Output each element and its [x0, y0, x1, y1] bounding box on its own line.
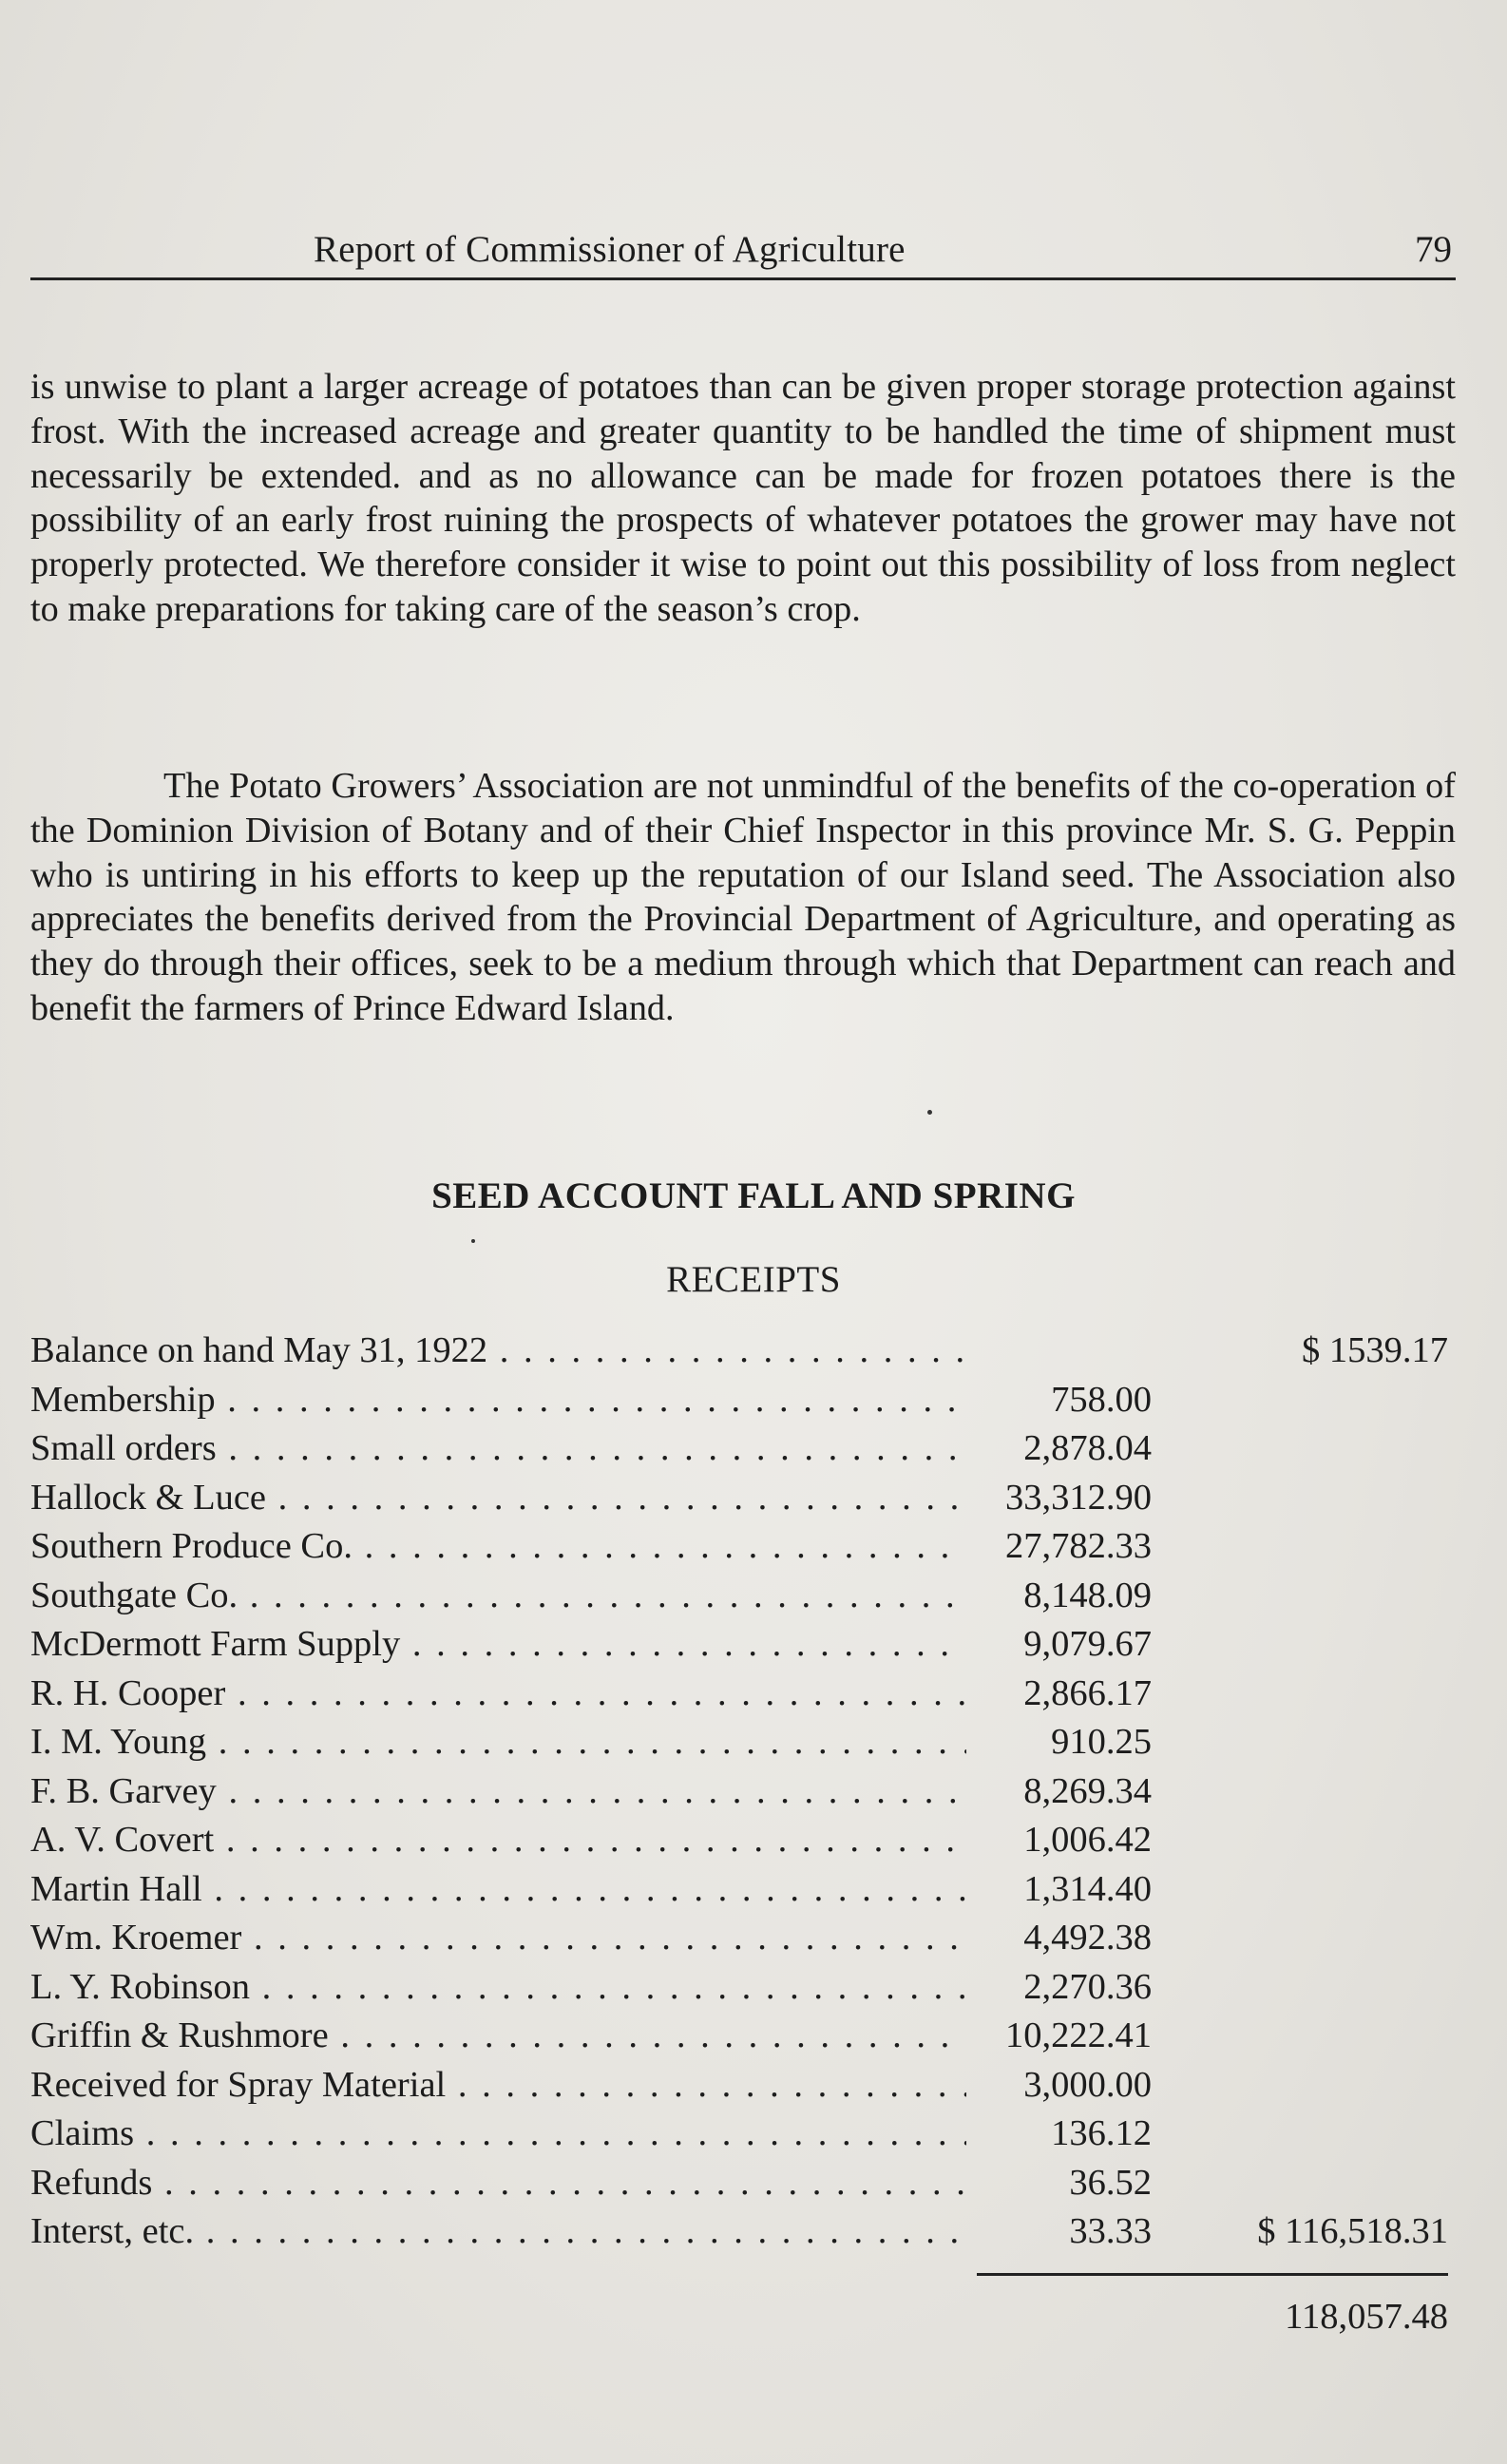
page-number: 79 — [1415, 229, 1452, 270]
ledger-row — [30, 1963, 1456, 2013]
ledger-row — [30, 1914, 1456, 1963]
ledger-amount: 33.33 — [1069, 2211, 1152, 2251]
ledger-row — [30, 2110, 1456, 2159]
ledger-label: Claims . . . — [30, 2110, 966, 2159]
ledger-amount: 136.12 — [1051, 2113, 1152, 2153]
ledger-amount: 4,492.38 — [1023, 1918, 1152, 1958]
total-rule — [977, 2273, 1448, 2276]
receipts-heading: RECEIPTS — [666, 1259, 841, 1300]
ledger-row — [30, 1816, 1456, 1865]
ledger-amount: 36.52 — [1069, 2162, 1152, 2203]
ledger-label: Griffin & Rushmore . . . — [30, 2012, 966, 2061]
ledger-row — [30, 2207, 1456, 2257]
ledger-label: Martin Hall . . . — [30, 1865, 966, 1915]
header-title: Report of Commissioner of Agriculture — [314, 229, 906, 270]
ledger-label: McDermott Farm Supply . . . — [30, 1620, 966, 1670]
ledger-amount: 758.00 — [1051, 1379, 1152, 1420]
ledger-label: Small orders . . . — [30, 1424, 966, 1474]
paragraph-2: The Potato Growers’ Association are not unmindful of the benefits of the co-operation of the Dominion Division of Botany and of their Chief Inspector in this province Mr. S. G. Peppin who is untiring in his efforts to keep up the reputation of our Island seed. The Association also appreciates the benefits derived from the Provincial Department of Agriculture, and operating as they do through their offices, seek to be a medium through which that Department can reach and benefit the farmers of Prince Edward Island. — [30, 766, 1456, 1028]
ledger-row — [30, 2012, 1456, 2061]
ledger-row — [30, 2061, 1456, 2111]
ledger-amount: 1,006.42 — [1023, 1820, 1152, 1860]
ledger-amount: 1,314.40 — [1023, 1868, 1152, 1909]
receipts-ledger — [30, 1327, 1456, 2257]
ledger-label: Southgate Co. . . . — [30, 1572, 966, 1621]
ledger-amount: 9,079.67 — [1023, 1624, 1152, 1664]
ledger-row — [30, 1424, 1456, 1474]
ledger-amount: 8,148.09 — [1023, 1575, 1152, 1615]
ledger-amount: 8,269.34 — [1023, 1770, 1152, 1811]
ledger-row — [30, 2159, 1456, 2208]
ledger-total: $ 116,518.31 — [1257, 2211, 1448, 2251]
ledger-row — [30, 1376, 1456, 1425]
ledger-row — [30, 1865, 1456, 1915]
ledger-amount: 910.25 — [1051, 1722, 1152, 1762]
ledger-label: I. M. Young . . . — [30, 1718, 966, 1767]
ledger-row — [30, 1522, 1456, 1572]
ledger-row — [30, 1718, 1456, 1767]
ledger-label: L. Y. Robinson . . . — [30, 1963, 966, 2013]
ledger-label: Membership . . . — [30, 1376, 966, 1425]
ledger-amount: 2,270.36 — [1023, 1966, 1152, 2007]
running-header — [30, 220, 1456, 280]
ledger-row — [30, 1572, 1456, 1621]
ledger-label: F. B. Garvey . . . — [30, 1767, 966, 1817]
ledger-amount: 2,866.17 — [1023, 1672, 1152, 1713]
ledger-label: R. H. Cooper . . . — [30, 1670, 966, 1719]
ledger-label: Southern Produce Co. . . . — [30, 1522, 966, 1572]
ledger-row — [30, 1327, 1456, 1376]
ledger-row — [30, 1474, 1456, 1523]
ledger-row — [30, 1670, 1456, 1719]
section-title: SEED ACCOUNT FALL AND SPRING — [431, 1175, 1076, 1216]
ledger-label: Hallock & Luce . . . — [30, 1474, 966, 1523]
stray-dot — [471, 1239, 475, 1243]
stray-dot — [927, 1110, 932, 1115]
ledger-label: Refunds . . . — [30, 2159, 966, 2208]
ledger-label: Wm. Kroemer . . . — [30, 1914, 966, 1963]
ledger-label: Received for Spray Material . . . — [30, 2061, 966, 2111]
grand-total: 118,057.48 — [1285, 2297, 1448, 2337]
ledger-amount: 3,000.00 — [1023, 2064, 1152, 2105]
paragraph-1: is unwise to plant a larger acreage of potatoes than can be given proper storage protection against frost. With the increased acreage and greater quantity to be handled the time of shipment must necessarily be extended. and as no allowance can be made for frozen potatoes there is the possibility of an early frost ruining the prospects of whatever potatoes the grower may have not properly protected. We therefore consider it wise to point out this possibility of loss from neglect to make preparations for taking care of the season’s crop. — [30, 367, 1456, 629]
ledger-row — [30, 1767, 1456, 1817]
ledger-label: A. V. Covert . . . — [30, 1816, 966, 1865]
ledger-label: Balance on hand May 31, 1922 . . . — [30, 1327, 981, 1376]
ledger-amount: 10,222.41 — [1005, 2015, 1152, 2055]
ledger-total: $ 1539.17 — [1302, 1330, 1448, 1370]
ledger-label: Interst, etc. . . . — [30, 2207, 966, 2257]
ledger-amount: 2,878.04 — [1023, 1428, 1152, 1468]
ledger-row — [30, 1620, 1456, 1670]
ledger-amount: 27,782.33 — [1005, 1526, 1152, 1566]
ledger-amount: 33,312.90 — [1005, 1477, 1152, 1518]
